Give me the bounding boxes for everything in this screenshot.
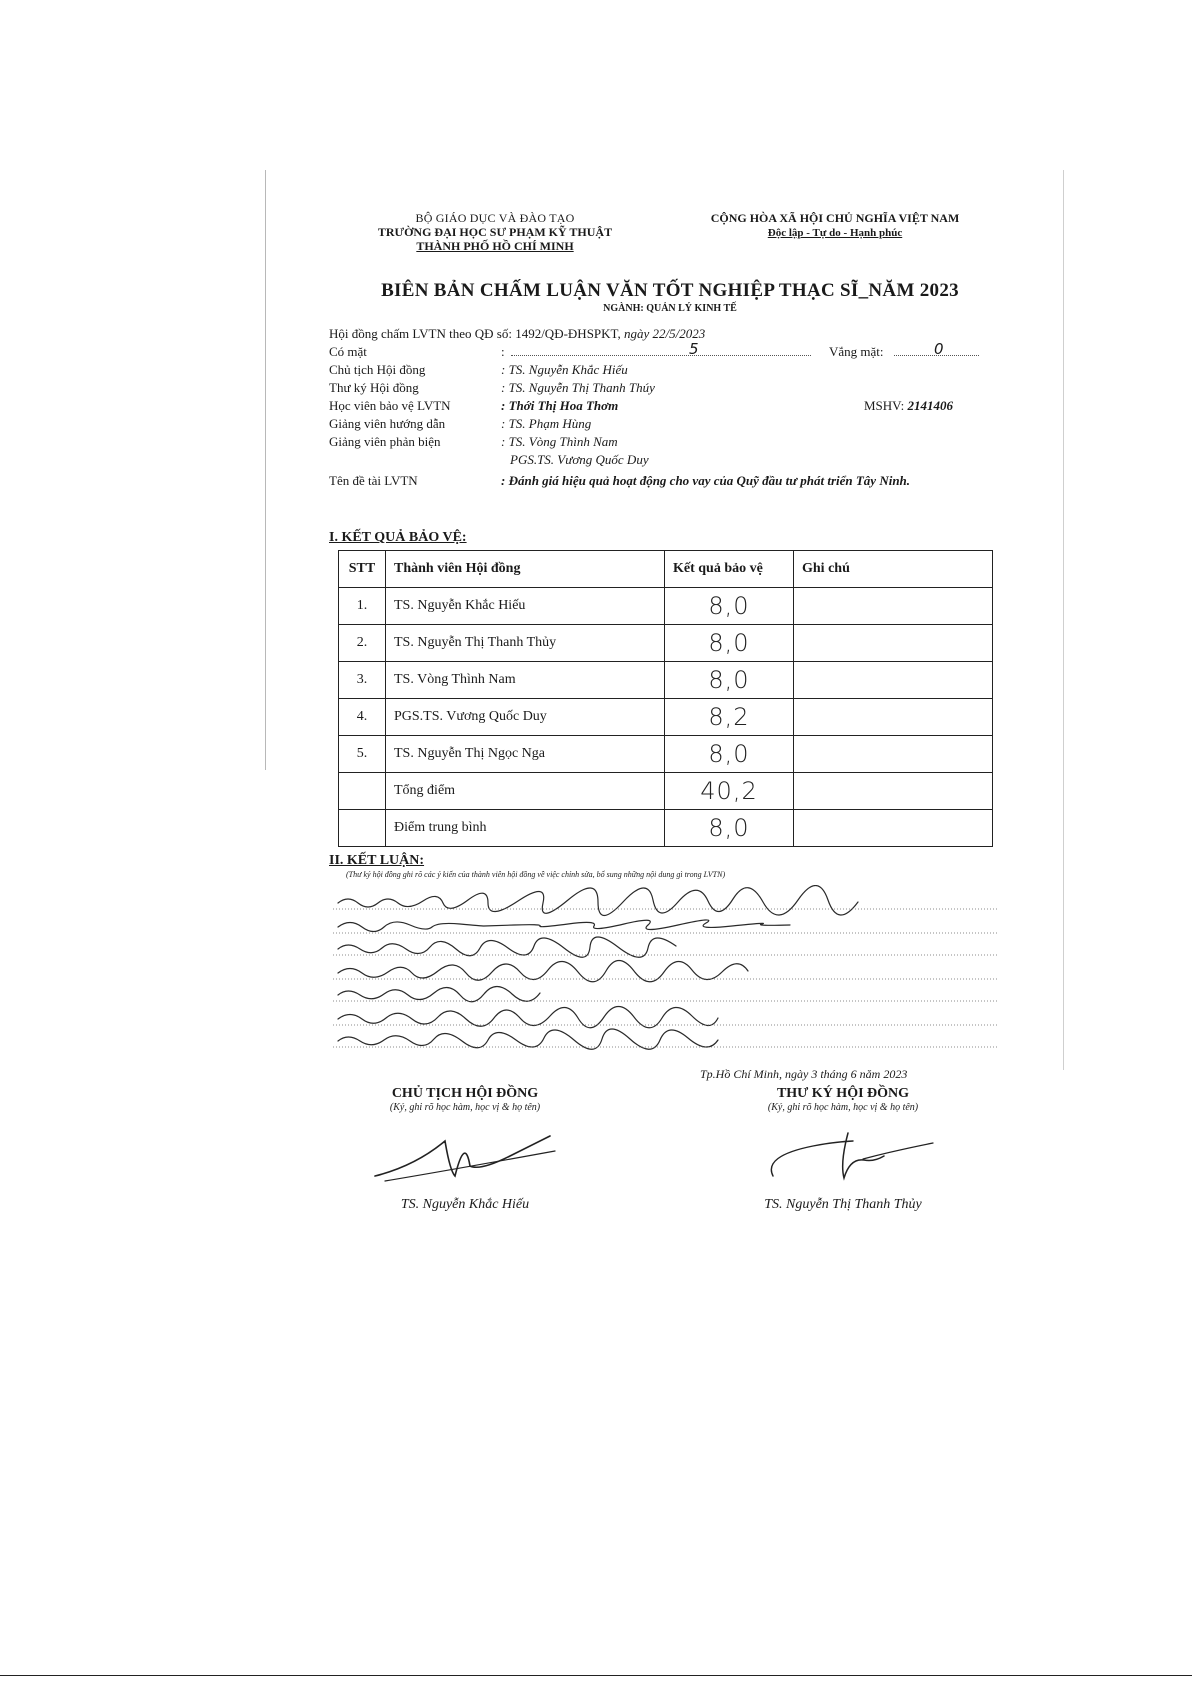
topic-value: : Đánh giá hiệu quả hoạt động cho vay của Quỹ đầu tư phát triển Tây Ninh. [501, 473, 911, 488]
secretary-title: THƯ KÝ HỘI ĐỒNG [776, 1086, 910, 1101]
handwritten-conclusion [333, 885, 1023, 1058]
chair-signature-block [350, 1086, 580, 1213]
table-row [339, 625, 993, 662]
secretary-label: Thư ký Hội đồng [329, 380, 419, 395]
row-note [794, 736, 993, 773]
header-institution [340, 211, 650, 253]
row-member: PGS.TS. Vương Quốc Duy [386, 699, 665, 736]
secretary-value: : TS. Nguyễn Thị Thanh Thúy [501, 380, 655, 395]
supervisor-value: : TS. Phạm Hùng [501, 416, 592, 431]
university-name: TRƯỜNG ĐẠI HỌC SƯ PHẠM KỸ THUẬT [377, 225, 613, 239]
column-header-note: Ghi chú [794, 551, 993, 588]
reviewer-1: : TS. Vòng Thình Nam [501, 434, 618, 449]
row-stt: 4. [339, 699, 386, 736]
dotted-line [511, 355, 811, 356]
supervisor-row [329, 415, 999, 433]
column-header-score: Kết quả bảo vệ [665, 551, 794, 588]
row-stt: 2. [339, 625, 386, 662]
city-name: THÀNH PHỐ HỒ CHÍ MINH [416, 239, 574, 253]
council-decision: Hội đồng chấm LVTN theo QĐ số: 1492/QĐ-ĐHSPKT, [329, 326, 621, 341]
council-decision-row [329, 325, 999, 343]
chair-signature-icon [365, 1121, 565, 1191]
chair-value: : TS. Nguyễn Khắc Hiếu [501, 362, 628, 377]
row-note [794, 588, 993, 625]
column-header-member: Thành viên Hội đồng [386, 551, 665, 588]
reviewer-row-2 [329, 451, 999, 469]
table-header-row [339, 551, 993, 588]
absent-count: 0 [934, 340, 944, 358]
document-subtitle: NGÀNH: QUẢN LÝ KINH TẾ [603, 303, 737, 314]
national-motto: Độc lập - Tự do - Hạnh phúc [767, 227, 903, 239]
signing-date: Tp.Hồ Chí Minh, ngày 3 tháng 6 năm 2023 [700, 1067, 908, 1081]
secretary-row [329, 379, 999, 397]
reviewer-label: Giảng viên phản biện [329, 434, 441, 449]
row-member: TS. Nguyễn Khắc Hiếu [386, 588, 665, 625]
mshv-value: 2141406 [907, 398, 953, 413]
chair-label: Chủ tịch Hội đồng [329, 362, 426, 377]
table-row [339, 662, 993, 699]
reviewer-2: PGS.TS. Vương Quốc Duy [510, 452, 649, 467]
chair-name: TS. Nguyễn Khắc Hiếu [400, 1197, 530, 1212]
ministry-name: BỘ GIÁO DỤC VÀ ĐÀO TẠO [415, 211, 575, 225]
row-stt: 5. [339, 736, 386, 773]
secretary-signature-block [718, 1086, 968, 1213]
student-label: Học viên bảo vệ LVTN [329, 398, 451, 413]
row-score: 8,0 [665, 625, 794, 662]
row-score: 8,0 [665, 662, 794, 699]
row-score: 8,0 [665, 588, 794, 625]
table-row [339, 736, 993, 773]
row-member: TS. Nguyễn Thị Ngọc Nga [386, 736, 665, 773]
secretary-note: (Ký, ghi rõ học hàm, học vị & họ tên) [767, 1102, 919, 1113]
table-row-average [339, 810, 993, 847]
reviewer-row [329, 433, 999, 451]
scan-edge [265, 170, 266, 770]
conclusion-instruction: (Thư ký hội đồng ghi rõ các ý kiến của thành viên hội đồng về việc chỉnh sửa, bổ sung những nội dung gì trong LVTN) [346, 870, 726, 879]
average-score: 8,0 [665, 810, 794, 847]
table-row [339, 588, 993, 625]
row-score: 8,2 [665, 699, 794, 736]
row-member: TS. Nguyễn Thị Thanh Thủy [386, 625, 665, 662]
topic-label: Tên đề tài LVTN [329, 473, 418, 488]
secretary-signature-icon [743, 1121, 943, 1191]
row-note [794, 699, 993, 736]
republic-name: CỘNG HÒA XÃ HỘI CHỦ NGHĨA VIỆT NAM [710, 211, 960, 225]
student-value: : Thới Thị Hoa Thơm [501, 398, 619, 413]
row-member: TS. Vòng Thình Nam [386, 662, 665, 699]
handwriting-strokes [333, 885, 1023, 1055]
scan-edge [1063, 170, 1064, 1070]
section-heading-conclusion: II. KẾT LUẬN: [329, 853, 425, 868]
table-row [339, 699, 993, 736]
row-score: 8,0 [665, 736, 794, 773]
results-table [338, 550, 993, 847]
mshv [864, 397, 953, 415]
student-row [329, 397, 999, 415]
row-note [794, 662, 993, 699]
chair-row [329, 361, 999, 379]
document-title: BIÊN BẢN CHẤM LUẬN VĂN TỐT NGHIỆP THẠC SĨ_NĂM 2023 [381, 280, 959, 301]
page-bottom-rule [0, 1675, 1192, 1676]
row-note [794, 625, 993, 662]
chair-title: CHỦ TỊCH HỘI ĐỒNG [391, 1086, 539, 1101]
average-label: Điểm trung bình [386, 810, 665, 847]
secretary-name: TS. Nguyễn Thị Thanh Thủy [764, 1197, 922, 1212]
mshv-label: MSHV: [864, 398, 905, 413]
supervisor-label: Giảng viên hướng dẫn [329, 416, 446, 431]
present-count: 5 [689, 340, 699, 358]
council-date: ngày 22/5/2023 [624, 326, 706, 341]
total-label: Tổng điểm [386, 773, 665, 810]
absent-label: Vắng mặt: [829, 344, 884, 359]
header-republic [675, 211, 995, 241]
row-stt: 1. [339, 588, 386, 625]
present-label: Có mặt [329, 344, 367, 359]
topic-row [329, 469, 999, 505]
table-row-total [339, 773, 993, 810]
chair-note: (Ký, ghi rõ học hàm, học vị & họ tên) [389, 1102, 541, 1113]
total-score: 40,2 [665, 773, 794, 810]
row-stt: 3. [339, 662, 386, 699]
column-header-stt: STT [339, 551, 386, 588]
attendance-row: Có mặt : 5 Vắng mặt: 0 [329, 343, 999, 361]
council-info [329, 325, 999, 505]
section-heading-results: I. KẾT QUẢ BẢO VỆ: [329, 530, 467, 545]
